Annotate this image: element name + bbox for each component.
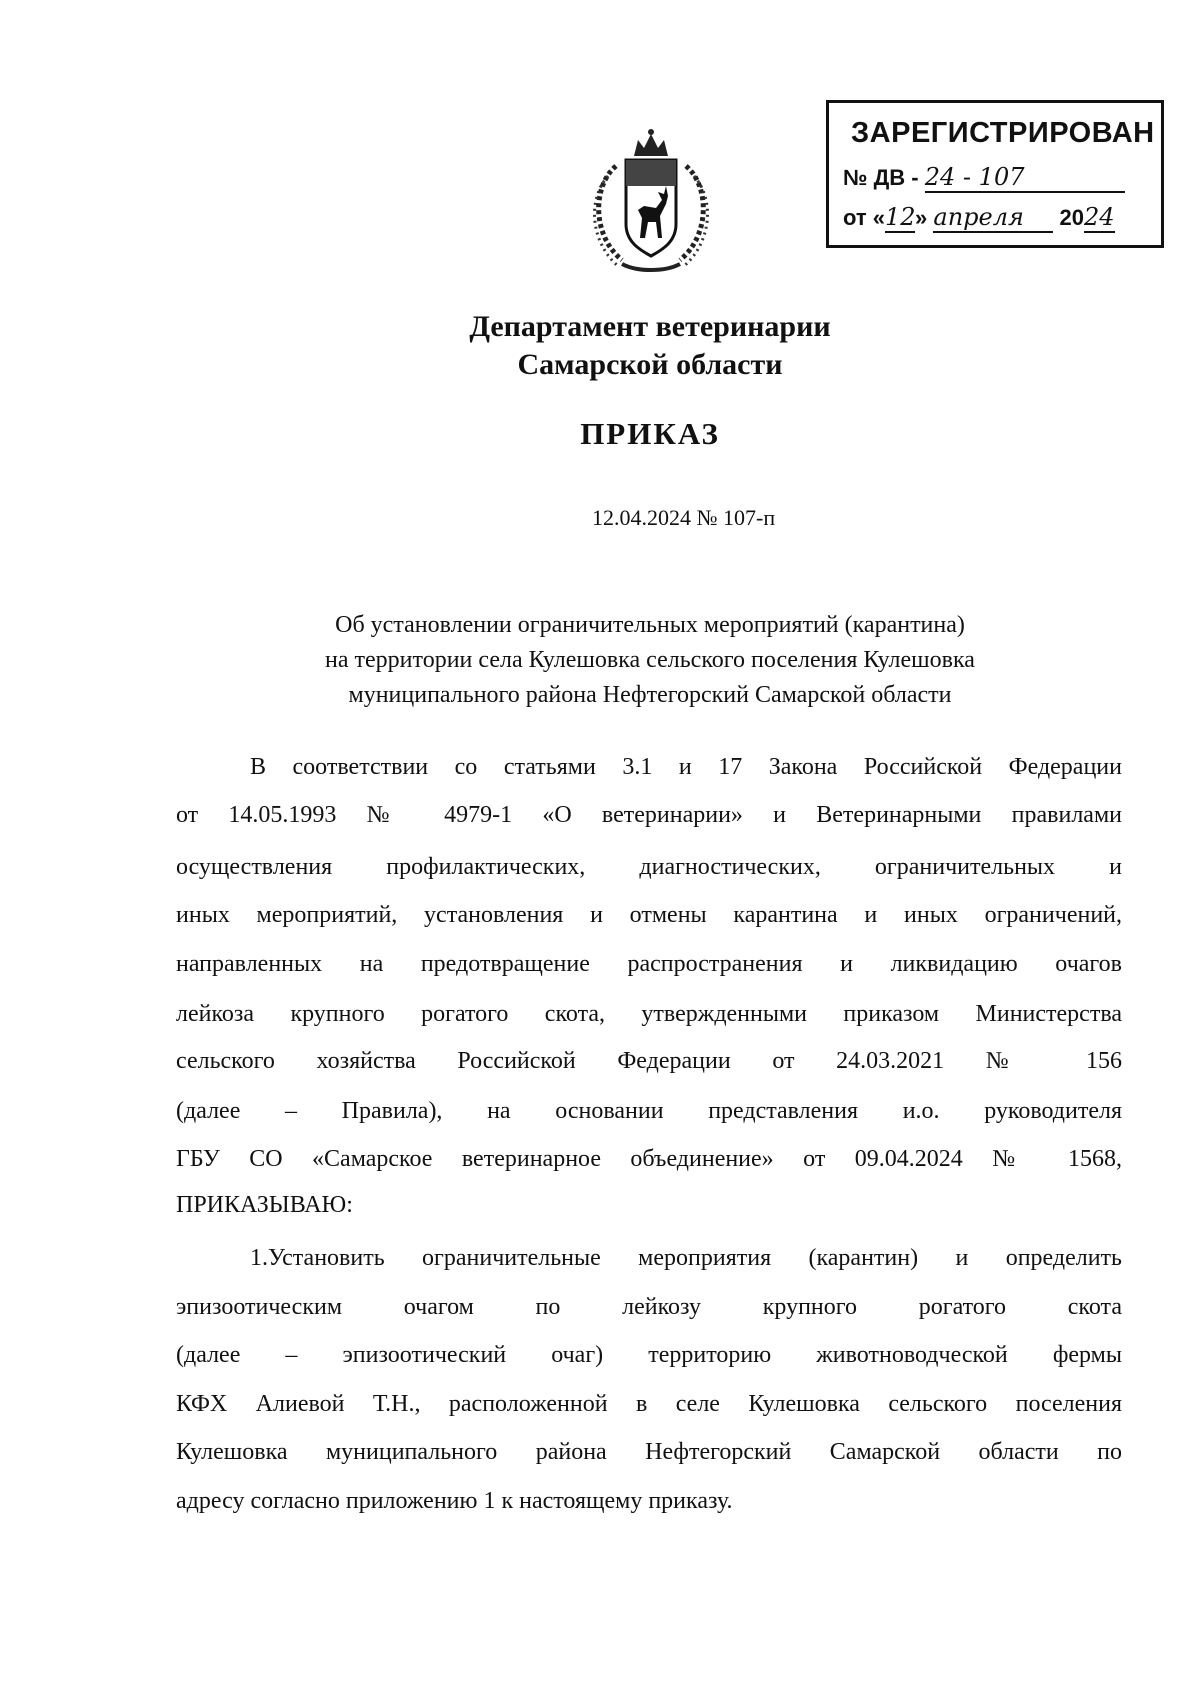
body-line: 1.Установить ограничительные мероприятия (карантин) и определить <box>250 1245 1122 1271</box>
body-line: эпизоотическим очагом по лейкозу крупного рогатого скота <box>176 1294 1122 1320</box>
subject-line: на территории села Кулешовка сельского поселения Кулешовка <box>325 647 975 673</box>
subject-line: Об установлении ограничительных мероприятий (карантина) <box>335 612 965 638</box>
body-line-order-word: ПРИКАЗЫВАЮ: <box>176 1192 353 1218</box>
body-line: от 14.05.1993 № 4979-1 «О ветеринарии» и Ветеринарными правилами <box>176 802 1122 828</box>
body-line: сельского хозяйства Российской Федерации от 24.03.2021 № 156 <box>176 1048 1122 1074</box>
body-line: Кулешовка муниципального района Нефтегорский Самарской области по <box>176 1439 1122 1465</box>
body-line: лейкоза крупного рогатого скота, утвержденными приказом Министерства <box>176 1001 1122 1027</box>
body-line: осуществления профилактических, диагностических, ограничительных и <box>176 854 1122 880</box>
stamp-date-day: 12 <box>885 203 916 231</box>
stamp-date-sep: » <box>915 205 928 230</box>
order-date-number: 12.04.2024 № 107-п <box>592 505 776 530</box>
body-line: иных мероприятий, установления и отмены карантина и иных ограничений, <box>176 902 1122 928</box>
stamp-date-line <box>843 203 1115 233</box>
department-name-line1: Департамент ветеринарии <box>469 310 831 343</box>
body-line: (далее – эпизоотический очаг) территорию животноводческой фермы <box>176 1342 1122 1368</box>
department-name-line2: Самарской области <box>517 348 783 381</box>
stamp-title: ЗАРЕГИСТРИРОВАН <box>851 117 1155 149</box>
body-line: адресу согласно приложению 1 к настоящему приказу. <box>176 1488 733 1514</box>
body-line: КФХ Алиевой Т.Н., расположенной в селе Кулешовка сельского поселения <box>176 1391 1122 1417</box>
body-line: ГБУ СО «Самарское ветеринарное объединение» от 09.04.2024 № 1568, <box>176 1146 1122 1172</box>
body-line: В соответствии со статьями 3.1 и 17 Закона Российской Федерации <box>250 754 1122 780</box>
coat-of-arms-emblem <box>582 126 720 276</box>
stamp-number-value: 24 - 107 <box>925 163 1125 193</box>
subject-line: муниципального района Нефтегорский Самарской области <box>348 682 952 708</box>
stamp-number-line <box>843 163 1125 193</box>
stamp-number-prefix: № ДВ - <box>843 165 919 190</box>
stamp-date-year-suffix: 24 <box>1084 203 1115 231</box>
registration-stamp <box>826 100 1164 248</box>
body-line: направленных на предотвращение распространения и ликвидацию очагов <box>176 951 1122 977</box>
stamp-date-prefix: от « <box>843 205 886 230</box>
stamp-date-year-prefix: 20 <box>1059 205 1084 230</box>
stamp-date-month: апреля <box>933 203 1053 233</box>
body-line: (далее – Правила), на основании представления и.о. руководителя <box>176 1098 1122 1124</box>
document-type-title: ПРИКАЗ <box>580 416 720 451</box>
